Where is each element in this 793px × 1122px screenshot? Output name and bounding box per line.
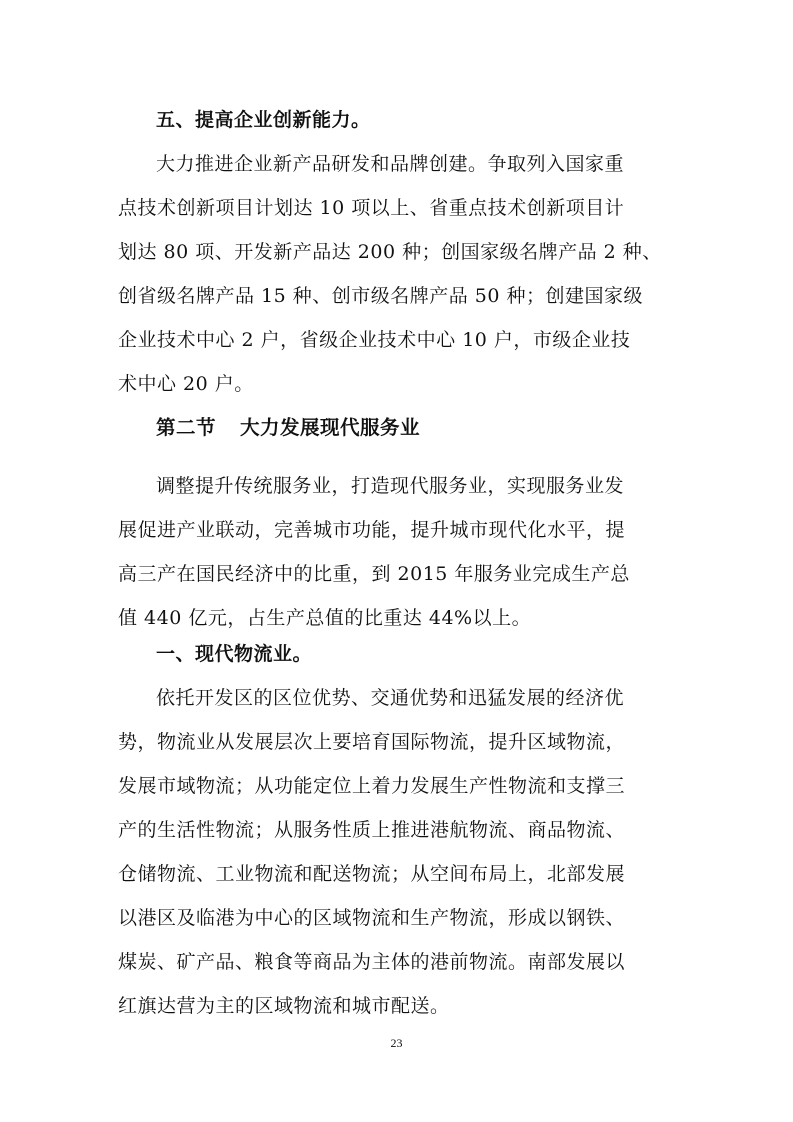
part1-line: 以港区及临港为中心的区域物流和生产物流，形成以钢铁、 (118, 907, 626, 929)
intro-line: 高三产在国民经济中的比重，到 2015 年服务业完成生产总 (118, 563, 630, 585)
part1-block (118, 632, 678, 1028)
intro-line: 值 440 亿元，占生产总值的比重达 44%以上。 (118, 607, 532, 629)
part5-line: 划达 80 项、开发新产品达 200 种；创国家级名牌产品 2 种、 (118, 241, 662, 263)
intro-paragraph (118, 464, 678, 640)
part5-line: 企业技术中心 2 户，省级企业技术中心 10 户，市级企业技 (118, 329, 631, 351)
section-number: 第二节 (156, 416, 217, 439)
part1-line: 产的生活性物流；从服务性质上推进港航物流、商品物流、 (118, 819, 626, 841)
intro-line: 展促进产业联动，完善城市功能，提升城市现代化水平，提 (118, 519, 626, 541)
page-number: 23 (390, 1036, 403, 1050)
part1-heading: 一、现代物流业。 (156, 643, 313, 665)
part1-line: 仓储物流、工业物流和配送物流；从空间布局上，北部发展 (118, 863, 626, 885)
part5-heading: 五、提高企业创新能力。 (156, 109, 371, 131)
part5-line: 创省级名牌产品 15 种、创市级名牌产品 50 种；创建国家级 (118, 285, 644, 307)
intro-line: 调整提升传统服务业，打造现代服务业，实现服务业发 (156, 475, 625, 497)
section-title: 大力发展现代服务业 (240, 416, 421, 439)
part1-line: 煤炭、矿产品、粮食等商品为主体的港前物流。南部发展以 (118, 951, 626, 973)
part1-line: 发展市域物流；从功能定位上着力发展生产性物流和支撑三 (118, 775, 626, 797)
part5-block (118, 98, 678, 406)
part1-line: 红旗达营为主的区域物流和城市配送。 (118, 995, 450, 1017)
part1-line: 依托开发区的区位优势、交通优势和迅猛发展的经济优 (156, 687, 625, 709)
part1-line: 势，物流业从发展层次上要培育国际物流，提升区域物流， (118, 731, 626, 753)
section-heading (118, 406, 716, 450)
part5-line: 点技术创新项目计划达 10 项以上、省重点技术创新项目计 (118, 197, 625, 219)
part5-line: 大力推进企业新产品研发和品牌创建。争取列入国家重 (156, 153, 625, 175)
part5-line: 术中心 20 户。 (118, 373, 254, 395)
